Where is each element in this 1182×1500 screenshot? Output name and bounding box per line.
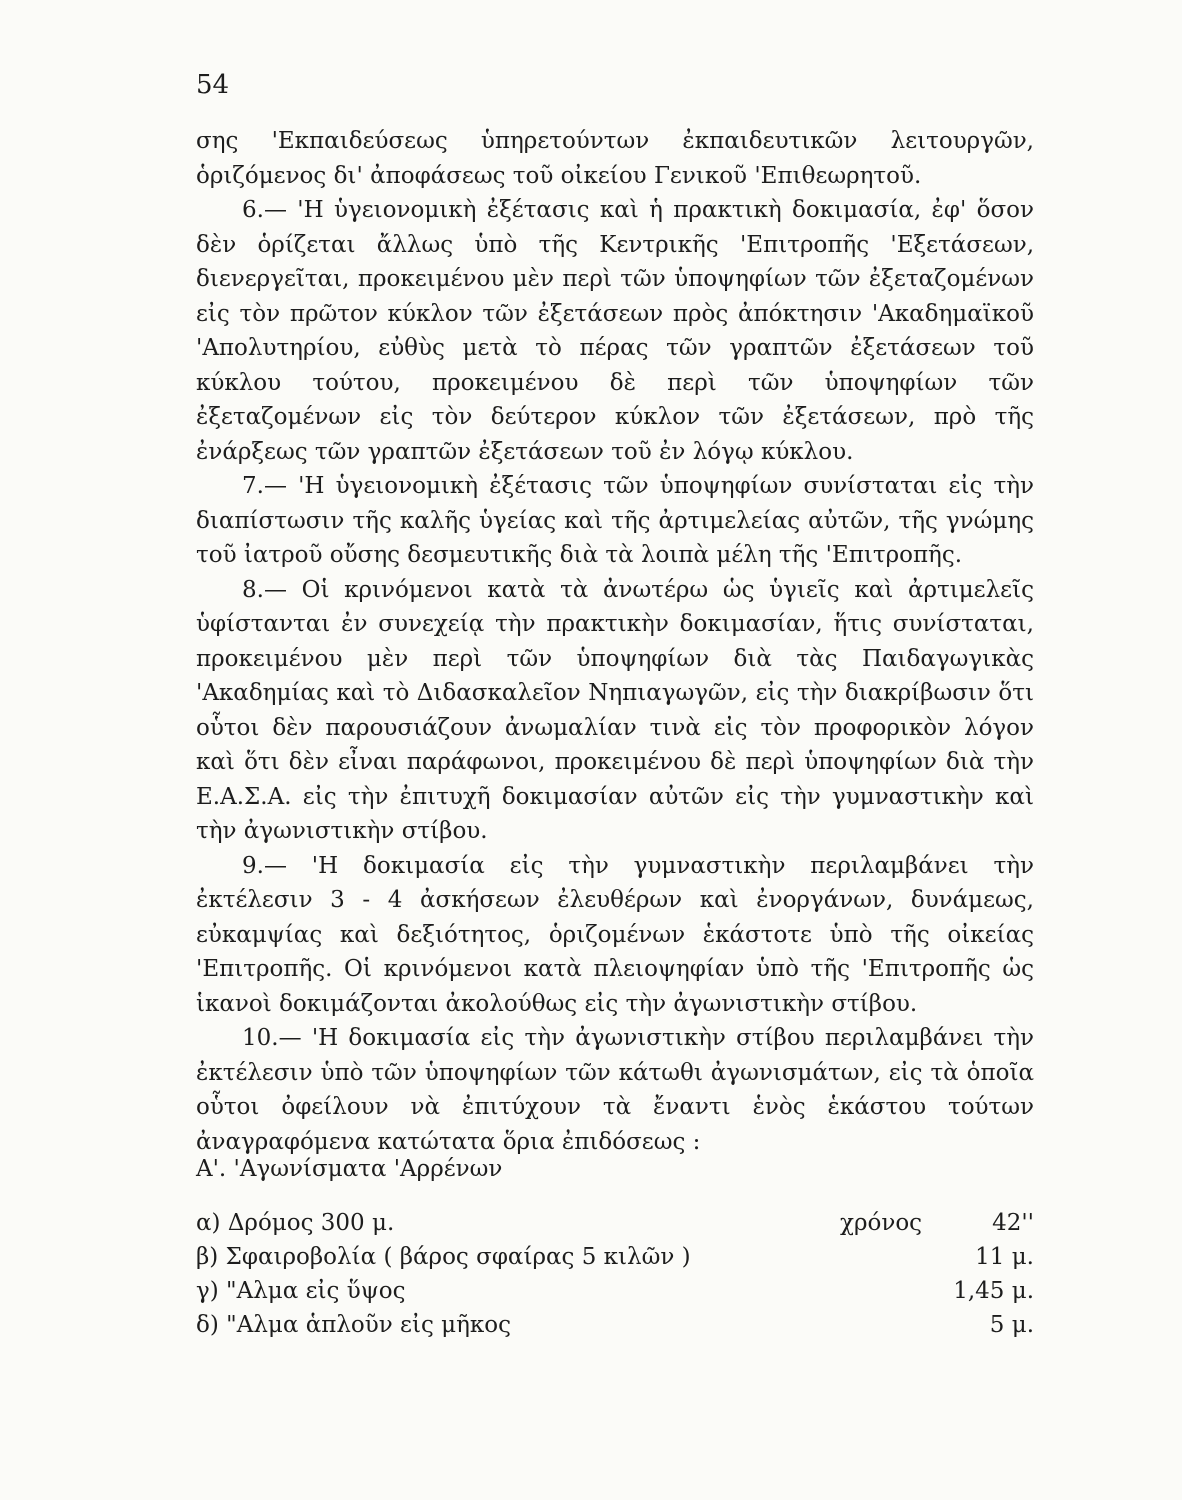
event-label: β) Σφαιροβολία ( βάρος σφαίρας 5 κιλῶν ) xyxy=(196,1244,691,1270)
event-value: 1,45 μ. xyxy=(953,1278,1034,1304)
paragraph-7: 7.— 'Η ὑγειονομικὴ ἐξέτασις τῶν ὑποψηφίων συνίσταται εἰς τὴν διαπίστωσιν τῆς καλῆς ὑγείας καὶ τῆς ἀρτιμελείας αὐτῶν, τῆς γνώμης τοῦ ἰατροῦ οὔσης δεσμευτικῆς διὰ τὰ λοιπὰ μέλη τῆς 'Επιτροπῆς. xyxy=(196,473,1034,568)
event-value: 42'' xyxy=(992,1210,1034,1236)
events-list xyxy=(196,1206,1034,1342)
event-value: 5 μ. xyxy=(989,1312,1034,1338)
event-row-c xyxy=(196,1274,1034,1308)
paragraph-continuation: σης 'Εκπαιδεύσεως ὑπηρετούντων ἐκπαιδευτικῶν λειτουργῶν, ὁριζόμενος δι' ἀποφάσεως τοῦ οἰκείου Γενικοῦ 'Επιθεωρητοῦ. xyxy=(196,128,1034,189)
event-unit: χρόνος xyxy=(840,1210,923,1236)
event-row-b xyxy=(196,1240,1034,1274)
body-text xyxy=(196,124,1034,1159)
paragraph-9: 9.— 'Η δοκιμασία εἰς τὴν γυμναστικὴν περιλαμβάνει τὴν ἐκτέλεσιν 3 - 4 ἀσκήσεων ἐλευθέρων καὶ ἐνοργάνων, δυνάμεως, εὐκαμψίας καὶ δεξιότητος, ὁριζομένων ἑκάστοτε ὑπὸ τῆς οἰκείας 'Επιτροπῆς. Οἱ κρινόμενοι κατὰ πλειοψηφίαν ὑπὸ τῆς 'Επιτροπῆς ὡς ἱκανοὶ δοκιμάζονται ἀκολούθως εἰς τὴν ἀγωνιστικὴν στίβου. xyxy=(196,852,1034,1017)
paragraph-8: 8.— Οἱ κρινόμενοι κατὰ τὰ ἀνωτέρω ὡς ὑγιεῖς καὶ ἀρτιμελεῖς ὑφίστανται ἐν συνεχείᾳ τὴν πρακτικὴν δοκιμασίαν, ἥτις συνίσταται, προκειμένου μὲν περὶ τῶν ὑποψηφίων διὰ τὰς Παιδαγωγικὰς 'Ακαδημίας καὶ τὸ Διδασκαλεῖον Νηπιαγωγῶν, εἰς τὴν διακρίβωσιν ὅτι οὗτοι δὲν παρουσιάζουν ἀνωμαλίαν τινὰ εἰς τὸν προφορικὸν λόγον καὶ ὅτι δὲν εἶναι παράφωνοι, προκειμένου δὲ περὶ ὑποψηφίων διὰ τὴν Ε.Α.Σ.Α. εἰς τὴν ἐπιτυχῆ δοκιμασίαν αὐτῶν εἰς τὴν γυμναστικὴν καὶ τὴν ἀγωνιστικὴν στίβου. xyxy=(196,576,1034,844)
event-label: γ) "Αλμα εἰς ὕψος xyxy=(196,1278,406,1304)
paragraph-10: 10.— 'Η δοκιμασία εἰς τὴν ἀγωνιστικὴν στίβου περιλαμβάνει τὴν ἐκτέλεσιν ὑπὸ τῶν ὑποψηφίων τῶν κάτωθι ἀγωνισμάτων, εἰς τὰ ὁποῖα οὗτοι ὀφείλουν νὰ ἐπιτύχουν τὰ ἔναντι ἑνὸς ἑκάστου τούτων ἀναγραφόμενα κατώτατα ὅρια ἐπιδόσεως : xyxy=(196,1025,1034,1155)
section-title: Α'. 'Αγωνίσματα 'Αρρένων xyxy=(196,1156,503,1182)
paragraph-6: 6.— 'Η ὑγειονομικὴ ἐξέτασις καὶ ἡ πρακτικὴ δοκιμασία, ἐφ' ὅσον δὲν ὁρίζεται ἄλλως ὑπὸ τῆς Κεντρικῆς 'Επιτροπῆς 'Εξετάσεων, διενεργεῖται, προκειμένου μὲν περὶ τῶν ὑποψηφίων τῶν ἐξεταζομένων εἰς τὸν πρῶτον κύκλον τῶν ἐξετάσεων πρὸς ἀπόκτησιν 'Ακαδημαϊκοῦ 'Απολυτηρίου, εὐθὺς μετὰ τὸ πέρας τῶν γραπτῶν ἐξετάσεων τοῦ κύκλου τούτου, προκειμένου δὲ περὶ τῶν ὑποψηφίων τῶν ἐξεταζομένων εἰς τὸν δεύτερον κύκλον τῶν ἐξετάσεων, πρὸ τῆς ἐνάρξεως τῶν γραπτῶν ἐξετάσεων τοῦ ἐν λόγῳ κύκλου. xyxy=(196,197,1034,465)
event-row-a xyxy=(196,1206,1034,1240)
event-row-d xyxy=(196,1308,1034,1342)
event-value: 11 μ. xyxy=(975,1244,1034,1270)
event-label: δ) "Αλμα ἁπλοῦν εἰς μῆκος xyxy=(196,1312,511,1338)
event-label: α) Δρόμος 300 μ. xyxy=(196,1210,395,1236)
page-number: 54 xyxy=(196,70,230,100)
